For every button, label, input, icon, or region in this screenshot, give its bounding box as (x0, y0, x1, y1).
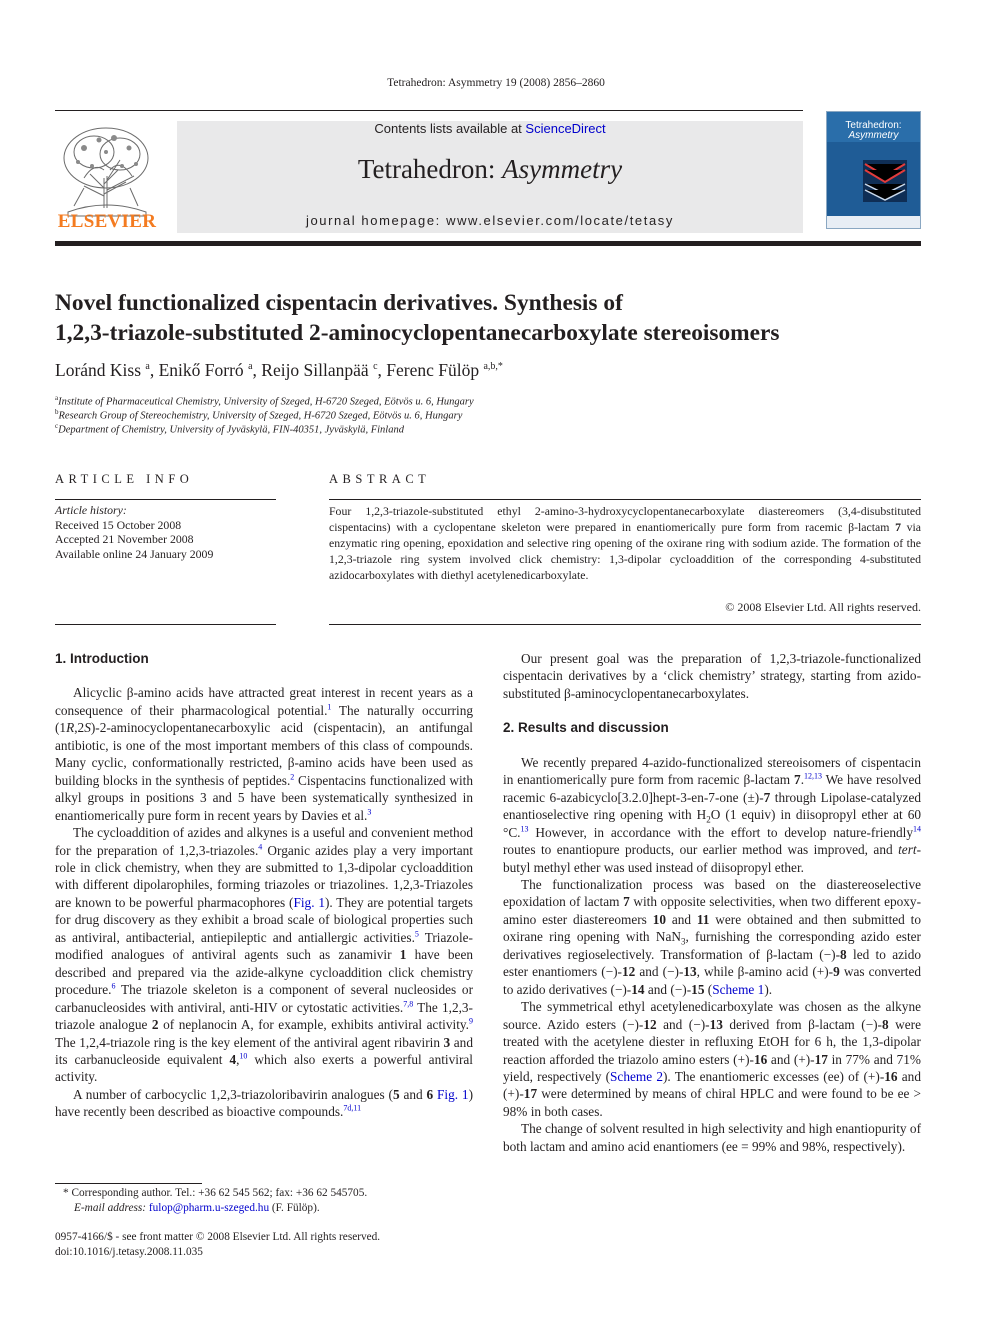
paragraph: We recently prepared 4-azido-functionalized stereoisomers of cispentacin in enantiomerically pure form from racemic β-lactam 7.$^{12,13}$ We have resolved racemic 6-azabicyclo[3.2.0]hept-3-en-7-one (±)-7 through Lipolase-catalyzed enantioselective ring opening with $H_2O$ (1 equiv) in diisopropyl ether at 60 °C.$^{13}$ However, in accordance with the effort to develop nature-friendly$^{14}$ routes to enantiopure products, our earlier method was improved, and tert-butyl methyl ether was used instead of diisopropyl ether. (503, 754, 922, 875)
journal-homepage[interactable]: journal homepage: www.elsevier.com/locate/tetasy (305, 213, 674, 228)
divider (55, 499, 276, 500)
corresponding-author-footnote: * Corresponding author. Tel.: +36 62 545 562; fax: +36 62 545705. E-mail address: fulop@pharm.u-szeged.hu (F. Fülöp). (63, 1187, 368, 1214)
author[interactable]: Ferenc Fülöp (386, 360, 480, 380)
section-heading: 1. Introduction (55, 651, 149, 666)
paragraph: The functionalization process was based on the diastereoselective epoxidation of lactam 7 with opposite selectivities, when two different epoxy-amino ester diastereomers 10 and 11 were obtained and then submitted to oxirane ring opening with NaN$_3$, furnishing the corresponding azido ester derivatives regioselectively. Transformation of β-lactam (−)-8 led to azido ester enantiomers (−)-12 and (−)-13, while β-amino acid (+)-9 was converted to azido derivatives (−)-14 and (−)-15 (Scheme 1). (503, 876, 922, 997)
abstract-heading: ABSTRACT (329, 472, 431, 486)
divider (55, 624, 276, 625)
author[interactable]: Loránd Kiss (55, 360, 142, 380)
contents-prefix: Contents lists available at (374, 121, 522, 136)
doi-link[interactable]: doi:10.1016/j.tetasy.2008.11.035 (55, 1245, 203, 1258)
paragraph: The cycloaddition of azides and alkynes is a useful and convenient method for the preparation of 1,2,3-triazoles.$^4$ Organic azides play a very important role in click chemistry, when they are submitted to 1,3-dipolar cycloaddition with different dipolarophiles, forming triazoles or triazolines. 1,2,3-Triazoles are known to be powerful pharmacophores (Fig. 1). They are potential targets for drug discovery as they exhibit a broad scale of biological properties such as antiviral, antibacterial, antiepileptic and antiallergic activities.$^5$ Triazole-modified analogues of antiviral agents such as zanamivir 1 have been described and prepared via the azide-alkyne cycloaddition click chemistry procedure.$^6$ The triazole skeleton is a component of several nucleosides or carbanucleosides with antiviral, anti-HIV or cytostatic activities.$^{7,8}$ The 1,2,3-triazole analogue 2 of neplanocin A, for example, exhibits antiviral activity.$^9$ The 1,2,4-triazole ring is the key element of the antiviral agent ribavirin 3 and its carbanucleoside equivalent 4,10 which also exerts a powerful antiviral activity. (55, 825, 473, 1085)
body-column-right (503, 650, 921, 1155)
abstract-text: Four 1,2,3-triazole-substituted ethyl 2-amino-3-hydroxycyclopentanecarboxylate diastereomers (3,4-disubstituted cispentacins) with a cyclopentane skeleton were prepared in enantiomerically pure form from racemic β-lactam 7 via enzymatic ring opening, epoxidation and selective ring opening of the oxirane ring with sodium azide. The formation of the 1,2,3-triazole ring system involved click chemistry: 1,3-dipolar cycloaddition of the corresponding 4-substituted azidocarboxylates with diethyl acetylenedicarboxylate. (329, 504, 921, 582)
journal-citation: Tetrahedron: Asymmetry 19 (2008) 2856–2860 (387, 77, 605, 89)
author[interactable]: Reijo Sillanpää (261, 360, 369, 380)
cover-title: Tetrahedron: Asymmetry (845, 120, 902, 141)
author[interactable]: Enikő Forró (158, 360, 244, 380)
divider (329, 499, 921, 500)
footnote-rule (55, 1183, 202, 1184)
paragraph: Alicyclic β-amino acids have attracted great interest in recent years as a consequence of their pharmacological potential.$^1$ The naturally occurring (1R,2S)-2-aminocyclopentanecarboxylic acid (cispentacin), an antifungal antibiotic, is one of the most important members of this class of compounds. Many cyclic, conformationally restricted, β-amino acids have been used as building blocks in the synthesis of peptides.$^2$ Cispentacins functionalized with alkyl groups in positions 3 and 5 have been systematically synthesized in enantiomerically pure form in recent years by Davies et al.$^3$ (55, 685, 473, 823)
contents-line (177, 121, 803, 136)
body-column-left (55, 650, 473, 1121)
paragraph: A number of carbocyclic 1,2,3-triazoloribavirin analogues (5 and 6 Fig. 1) have recently been described as bioactive compounds.$^{7d,11}$ (55, 1086, 474, 1120)
header-rule (55, 110, 803, 111)
author-list: Loránd Kiss $^a$, Enikő Forró $^a$, Reijo Sillanpää $^c$, Ferenc Fülöp $^{a,b,*}$ (55, 360, 503, 380)
paragraph: The change of solvent resulted in high selectivity and high enantiopurity of both lactam and amino acid enantiomers (ee = 99% and 98%, respectively). (503, 1121, 921, 1154)
copyright: © 2008 Elsevier Ltd. All rights reserved. (725, 600, 921, 614)
paragraph: Our present goal was the preparation of 1,2,3-triazole-functionalized cispentacin derivatives by a ‘click chemistry’ strategy, starting from azido-substituted β-aminocyclopentanecarboxylates. (503, 651, 921, 701)
paragraph: The symmetrical ethyl acetylenedicarboxylate was chosen as the alkyne source. Azido esters (−)-12 and (−)-13 derived from β-lactam (−)-8 were treated with the acetylene diester in refluxing EtOH for 6 h, the 1,3-dipolar reaction afforded the triazolo amino esters (+)-16 and (+)-17 in 77% and 71% yield, respectively (Scheme 2). The enantiomeric excesses (ee) of (+)-16 and (+)-17 were determined by means of chiral HPLC and were found to be ee > 98% in both cases. (503, 999, 921, 1119)
affiliation: $^b$Research Group of Stereochemistry, University of Szeged, H-6720 Szeged, Eötvös u. 6, Hungary (55, 408, 463, 422)
sciencedirect-link[interactable]: ScienceDirect (525, 121, 606, 136)
header-thick-rule (55, 241, 921, 246)
affiliation: $^c$Department of Chemistry, University of Jyväskylä, FIN-40351, Jyväskylä, Finland (55, 422, 404, 436)
publisher-wordmark: ELSEVIER (57, 211, 157, 232)
issn-doi: 0957-4166/$ - see front matter © 2008 Elsevier Ltd. All rights reserved. doi:10.1016/j.tetasy.2008.11.035 (55, 1230, 473, 1259)
article-info-heading: ARTICLE INFO (55, 472, 194, 486)
divider (329, 624, 921, 625)
section-heading: 2. Results and discussion (503, 720, 669, 736)
article-history: Article history: Received 15 October 2008 Accepted 21 November 2008 Available online 24 January 2009 (55, 503, 214, 561)
journal-name: Tetrahedron: Asymmetry (357, 154, 623, 184)
email-link[interactable]: fulop@pharm.u-szeged.hu (148, 1201, 270, 1214)
affiliation: $^a$Institute of Pharmaceutical Chemistry, University of Szeged, H-6720 Szeged, Eötvös u. 6, Hungary (55, 394, 474, 408)
article-title: Novel functionalized cispentacin derivatives. Synthesis of 1,2,3-triazole-substituted 2-aminocyclopentanecarboxylate stereoisomers (55, 290, 780, 346)
